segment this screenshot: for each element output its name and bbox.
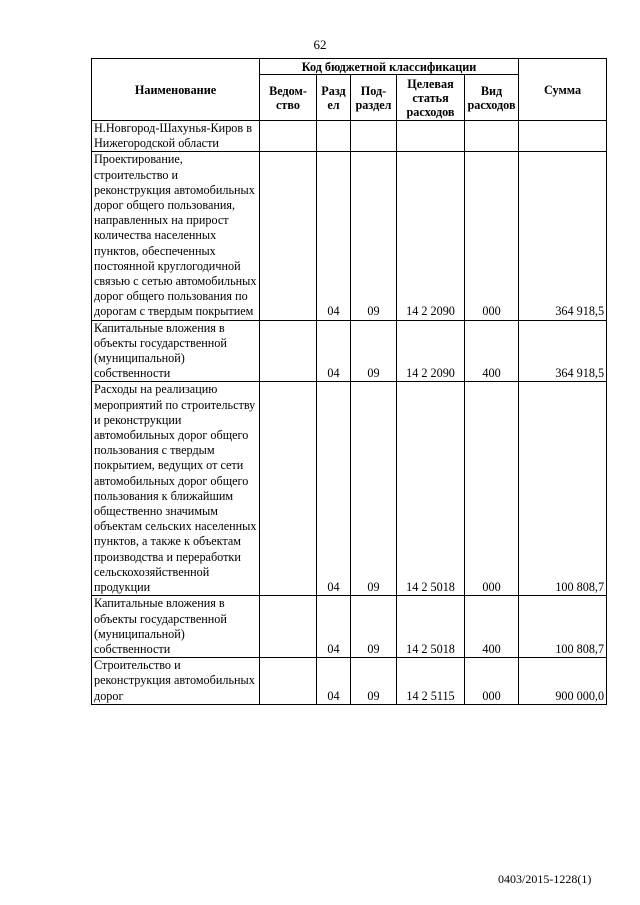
- row-sum: 900 000,0: [519, 658, 607, 705]
- table-row: [92, 121, 607, 152]
- row-section: 04: [317, 596, 351, 658]
- row-name: Проектирование, строительство и реконструкция автомобильных дорог общего пользования, направленных на прирост количества населенных пунктов, обеспеченных постоянной круглогодичной связью с сетью автомобильных дорог общего пользования по дорогам с твердым покрытием: [92, 152, 260, 320]
- header-sum: Сумма: [519, 59, 607, 121]
- row-name: Капитальные вложения в объекты государственной (муниципальной) собственности: [92, 596, 260, 658]
- table-row: [92, 152, 607, 320]
- header-name: Наименование: [92, 59, 260, 121]
- header-target: Целевая статья расходов: [397, 75, 465, 121]
- header-type: Вид расходов: [465, 75, 519, 121]
- row-target: 14 2 5018: [397, 382, 465, 596]
- row-sum: 364 918,5: [519, 152, 607, 320]
- table-row: [92, 320, 607, 382]
- row-type: 400: [465, 320, 519, 382]
- row-subsection: 09: [351, 658, 397, 705]
- row-type: 000: [465, 382, 519, 596]
- page-number: 62: [313, 37, 327, 52]
- row-section: 04: [317, 152, 351, 320]
- header-department: Ведом-ство: [260, 75, 317, 121]
- budget-classification-table: [91, 58, 607, 705]
- header-section: Разд ел: [317, 75, 351, 121]
- row-target: 14 2 2090: [397, 152, 465, 320]
- row-department: [260, 152, 317, 320]
- table-row: [92, 658, 607, 705]
- row-section: [317, 121, 351, 152]
- row-target: 14 2 5115: [397, 658, 465, 705]
- row-section: 04: [317, 320, 351, 382]
- row-target: 14 2 2090: [397, 320, 465, 382]
- row-type: 400: [465, 596, 519, 658]
- row-department: [260, 596, 317, 658]
- row-subsection: 09: [351, 382, 397, 596]
- row-target: [397, 121, 465, 152]
- row-type: 000: [465, 152, 519, 320]
- row-sum: 100 808,7: [519, 596, 607, 658]
- row-department: [260, 320, 317, 382]
- row-sum: 100 808,7: [519, 382, 607, 596]
- row-target: 14 2 5018: [397, 596, 465, 658]
- row-sum: 364 918,5: [519, 320, 607, 382]
- row-subsection: [351, 121, 397, 152]
- row-subsection: 09: [351, 320, 397, 382]
- row-department: [260, 658, 317, 705]
- row-name: Строительство и реконструкция автомобильных дорог: [92, 658, 260, 705]
- row-type: 000: [465, 658, 519, 705]
- row-name: Капитальные вложения в объекты государственной (муниципальной) собственности: [92, 320, 260, 382]
- document-code: 0403/2015-1228(1): [498, 872, 592, 886]
- row-section: 04: [317, 382, 351, 596]
- table-row: [92, 596, 607, 658]
- row-subsection: 09: [351, 152, 397, 320]
- table-row: [92, 382, 607, 596]
- row-subsection: 09: [351, 596, 397, 658]
- row-name: Расходы на реализацию мероприятий по строительству и реконструкции автомобильных дорог общего пользования с твердым покрытием, ведущих от сети автомобильных дорог общего пользования к ближайшим общественно значимым объектам сельских населенных пунктов, а также к объектам производства и переработки сельскохозяйственной продукции: [92, 382, 260, 596]
- header-subsection: Под-раздел: [351, 75, 397, 121]
- header-classification-group: Код бюджетной классификации: [260, 59, 519, 75]
- row-department: [260, 121, 317, 152]
- row-department: [260, 382, 317, 596]
- row-section: 04: [317, 658, 351, 705]
- row-type: [465, 121, 519, 152]
- row-name: Н.Новгород-Шахунья-Киров в Нижегородской области: [92, 121, 260, 152]
- row-sum: [519, 121, 607, 152]
